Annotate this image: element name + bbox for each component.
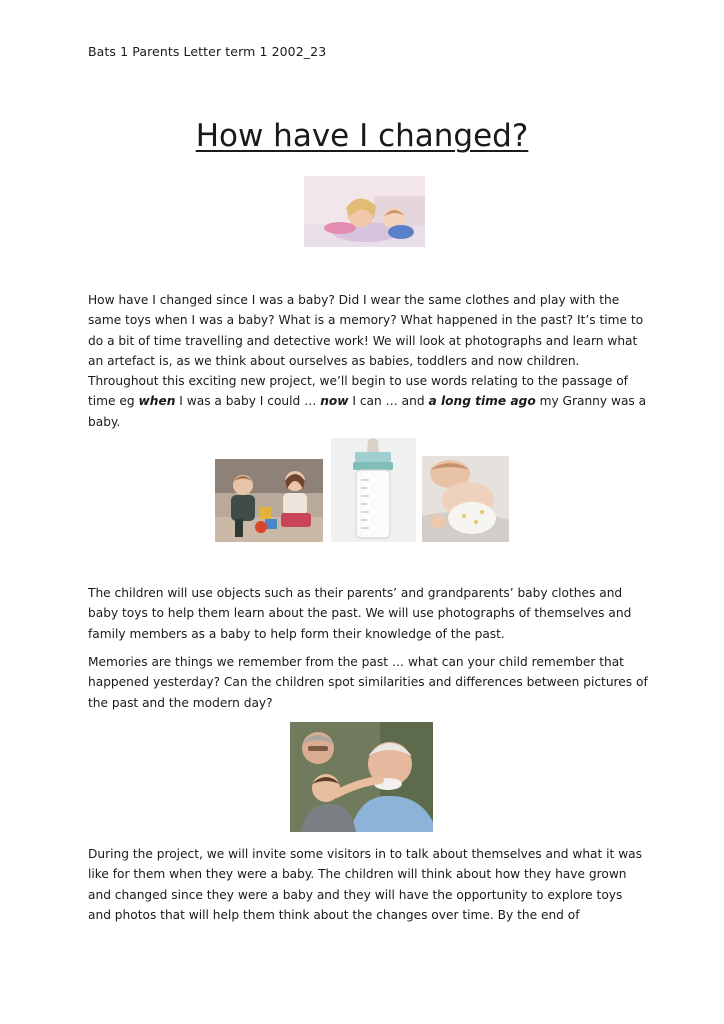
page-title: How have I changed?	[195, 118, 529, 154]
emphasis-when: when	[138, 394, 176, 409]
visitors-paragraph: During the project, we will invite some visitors in to talk about themselves and what it was like for them when they were a baby. The children will think about how they have grown and changed since they were a baby and they will have the opportunity to explore toys and photos that will help them think about the changes over time. By the end of	[88, 847, 642, 922]
photo-baby-bottle	[331, 438, 416, 542]
emphasis-now: now	[320, 394, 349, 409]
objects-paragraph: The children will use objects such as their parents’ and grandparents’ baby clothes and baby toys to help them learn about the past. We will use photographs of themselves and family members as a baby to help form their knowledge of the past.	[88, 586, 632, 641]
document-header: Bats 1 Parents Letter term 1 2002_23	[88, 44, 327, 59]
intro-paragraph: How have I changed since I was a baby? Did I wear the same clothes and play with the same toys when I was a baby? What is a memory? What happened in the past? It’s time to do a bit of time travelling and detective work! We will look at photographs and learn what an artefact is, as we think about ourselves as babies, toddlers and now children. Throughout this exciting new project, we’ll begin to use words relating to the passage of time eg when I was a baby I could … now I can … and a long time ago my Granny was a baby.	[88, 293, 647, 429]
photo-grandparents-with-child	[290, 722, 433, 832]
memories-paragraph: Memories are things we remember from the past … what can your child remember that happened yesterday? Can the children spot similarities and differences between pictures of the past and the modern day?	[88, 655, 648, 710]
photo-toddlers-playing	[215, 459, 323, 542]
photo-baby-sleeping	[422, 456, 509, 542]
emphasis-long-time-ago: a long time ago	[428, 394, 536, 409]
photo-girl-and-baby	[304, 176, 425, 247]
